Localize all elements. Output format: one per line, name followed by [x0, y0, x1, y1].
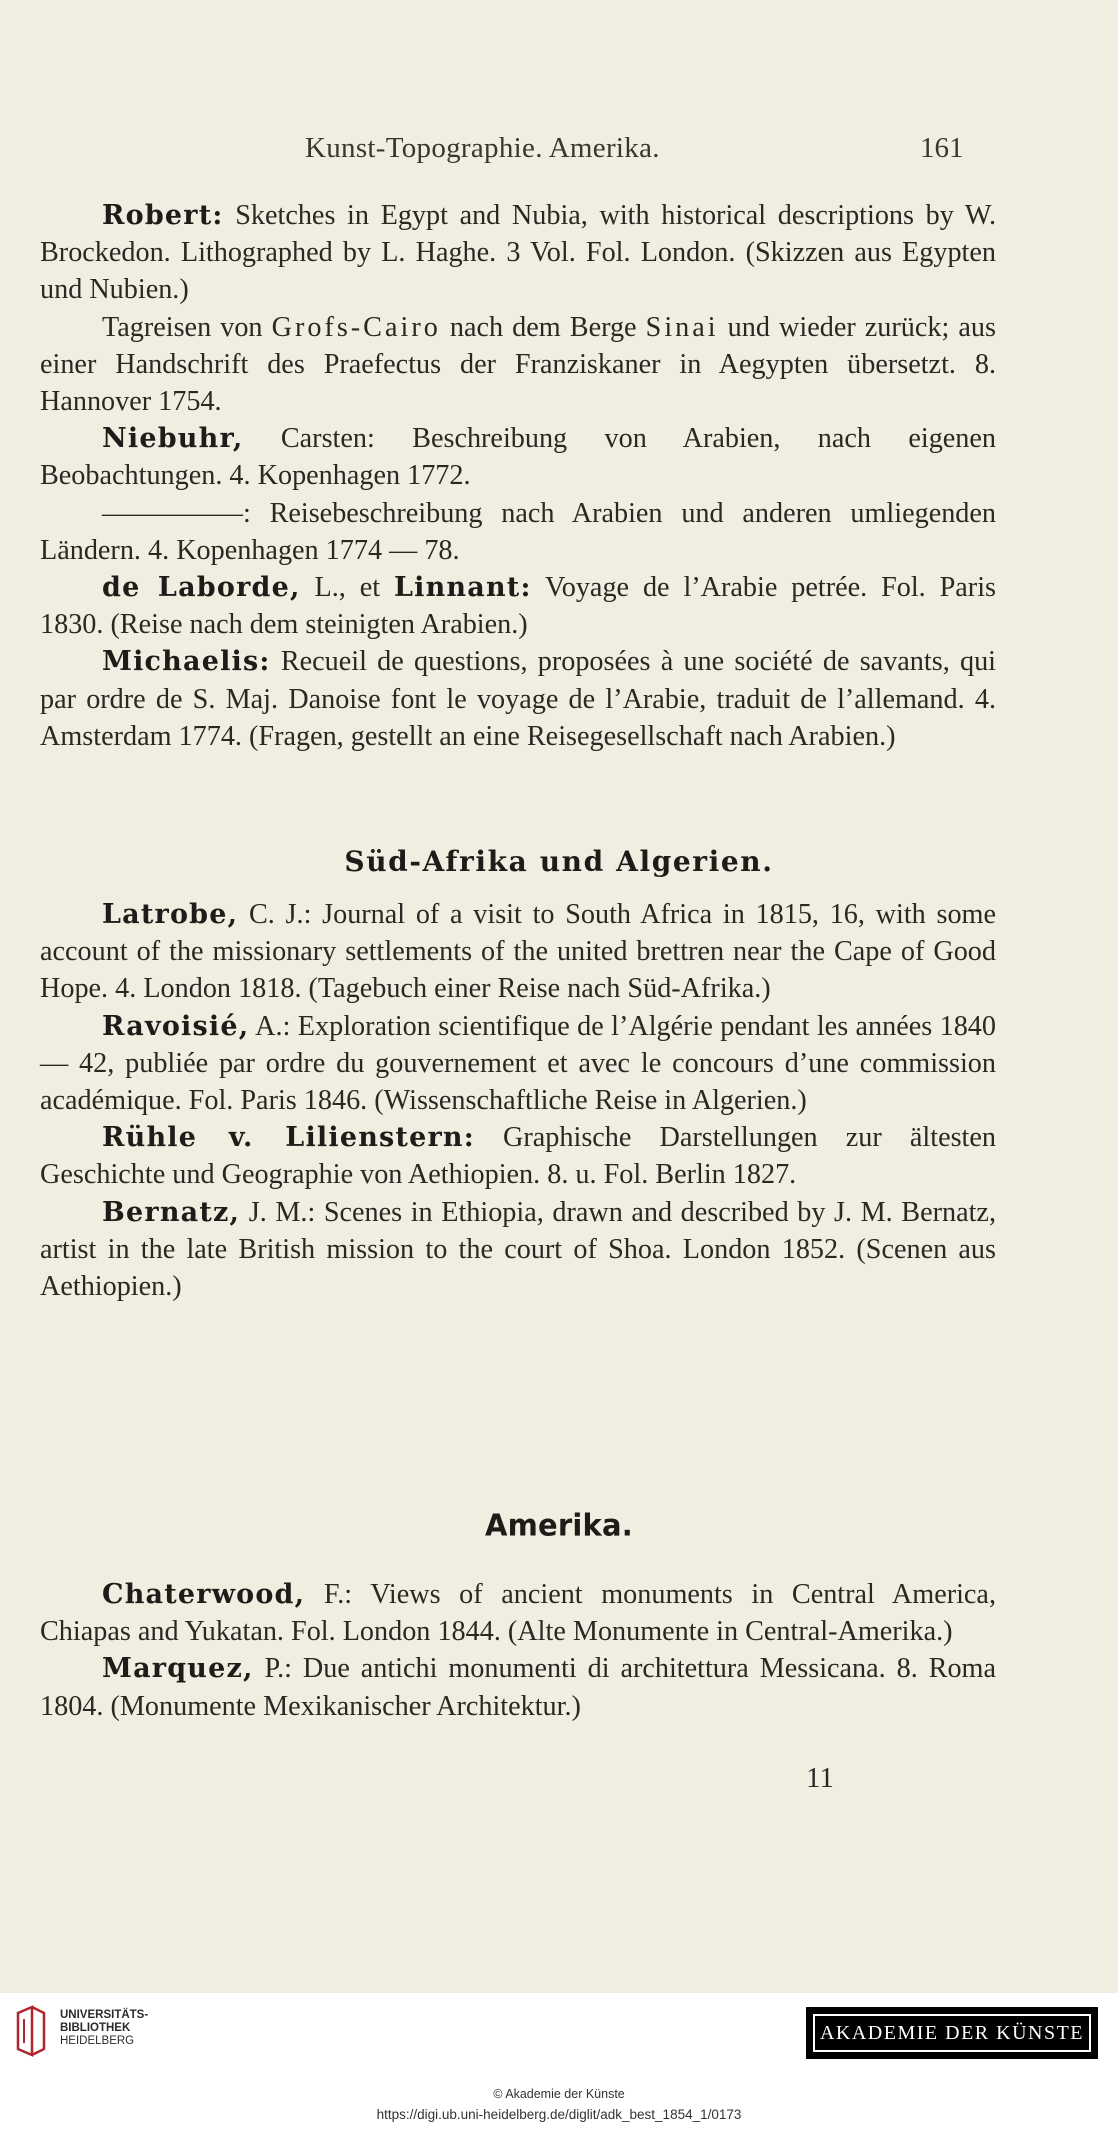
entry-text: und wieder zurück; aus einer Handschrift des Praefectus der Franziskaner in Aegypten übersetzt. 8. Hannover 1754. — [40, 311, 996, 418]
entry-text: : Reisebeschreibung nach Arabien und anderen umliegenden Ländern. 4. Kopenhagen 1774 — 78. — [40, 497, 996, 566]
entry-author: Latrobe, — [102, 899, 239, 930]
entry-text: P.: Due antichi monumenti di architettura Messicana. 8. Roma 1804. (Monumente Mexikanischer Architektur.) — [40, 1653, 996, 1722]
partner-logo[interactable] — [806, 2007, 1098, 2059]
entry-text: Graphische Darstellungen zur ältesten Geschichte und Geographie von Aethiopien. 8. u. Fol. Berlin 1827. — [40, 1122, 996, 1191]
entry-text: Sketches in Egypt and Nubia, with historical descriptions by W. Brockedon. Lithographed by L. Haghe. 3 Vol. Fol. London. (Skizzen aus Egypten und Nubien.) — [40, 200, 996, 306]
entry-latrobe — [40, 896, 996, 1008]
ditto-dash: ――――― — [102, 497, 243, 529]
entry-author: Marquez, — [102, 1653, 254, 1685]
entry-author: Rühle v. Lilienstern: — [102, 1122, 475, 1154]
entry-author: Robert: — [102, 200, 224, 231]
signature-mark: 11 — [806, 1762, 834, 1794]
entry-author-2: Linnant: — [393, 572, 532, 604]
entry-author: Niebuhr, — [102, 423, 244, 455]
entry-tagreisen — [40, 309, 996, 421]
entry-place: Sinai — [645, 311, 719, 343]
entry-text: nach dem Berge — [440, 311, 646, 343]
entries-top — [40, 197, 996, 755]
library-logo-icon[interactable] — [14, 2005, 48, 2057]
partner-logo-text: AKADEMIE DER KÜNSTE — [813, 2014, 1091, 2052]
entry-robert — [40, 197, 996, 309]
entry-author: Bernatz, — [102, 1196, 241, 1228]
entry-marquez — [40, 1650, 996, 1724]
entry-ravoisie — [40, 1008, 996, 1120]
entry-text: J. M.: Scenes in Ethiopia, drawn and described by J. M. Bernatz, artist in the late British mission to the court of Shoa. London 1852. (Scenen aus Aethiopien.) — [40, 1196, 996, 1303]
entry-chaterwood — [40, 1576, 996, 1650]
entry-text: C. J.: Journal of a visit to South Africa in 1815, 16, with some account of the missionary settlements of the united brettren near the Cape of Good Hope. 4. London 1818. (Tagebuch einer Reise nach Süd-Afrika.) — [40, 899, 996, 1005]
entry-author: Michaelis: — [102, 646, 271, 678]
entry-niebuhr — [40, 420, 996, 494]
library-logo-text[interactable] — [60, 2009, 148, 2048]
entries-middle — [40, 896, 996, 1305]
section-heading-amerika: Amerika. — [484, 1507, 634, 1543]
entry-place: Grofs-Cairo — [271, 311, 441, 343]
entry-niebuhr-2 — [40, 495, 996, 569]
entry-author: Ravoisié, — [102, 1010, 250, 1042]
section-heading-sued-afrika: Süd-Afrika und Algerien. — [344, 845, 774, 878]
page-number: 161 — [920, 132, 964, 164]
entry-text: Recueil de questions, proposées à une société de savants, qui par ordre de S. Maj. Danoise font le voyage de l’Arabie, traduit de l’allemand. 4. Amsterdam 1774. (Fragen, gestellt an eine Reisegesellschaft nach Arabien.) — [40, 646, 996, 752]
logo-line: BIBLIOTHEK — [60, 2022, 131, 2034]
running-header — [0, 132, 1118, 172]
entry-laborde — [40, 569, 996, 643]
logo-line: UNIVERSITÄTS- — [60, 2009, 149, 2021]
entry-text: A.: Exploration scientifique de l’Algérie pendant les années 1840 — 42, publiée par ordre du gouvernement et avec le concours d’une commission académique. Fol. Paris 1846. (Wissenschaftliche Reise in Algerien.) — [40, 1010, 996, 1117]
entry-text: Carsten: Beschreibung von Arabien, nach eigenen Beobachtungen. 4. Kopenhagen 1772. — [40, 423, 996, 492]
entry-author: Chaterwood, — [102, 1579, 306, 1610]
entry-text: F.: Views of ancient monuments in Central America, Chiapas and Yukatan. Fol. London 1844. (Alte Monumente in Central-Amerika.) — [40, 1579, 996, 1648]
logo-line: HEIDELBERG — [60, 2035, 135, 2047]
viewer-footer — [0, 1993, 1118, 2131]
entry-text: Tagreisen von — [102, 311, 272, 343]
entry-text: L., et — [300, 572, 394, 604]
running-title: Kunst-Topographie. Amerika. — [305, 132, 660, 164]
permalink-url[interactable]: https://digi.ub.uni-heidelberg.de/diglit/adk_best_1854_1/0173 — [376, 2107, 742, 2122]
entry-ruehle — [40, 1119, 996, 1193]
copyright-notice: © Akademie der Künste — [493, 2087, 625, 2101]
entry-bernatz — [40, 1194, 996, 1306]
entries-bottom — [40, 1576, 996, 1725]
entry-author: de Laborde, — [102, 572, 301, 604]
entry-text: Voyage de l’Arabie petrée. Fol. Paris 1830. (Reise nach dem steinigten Arabien.) — [40, 572, 996, 641]
entry-michaelis — [40, 643, 996, 755]
